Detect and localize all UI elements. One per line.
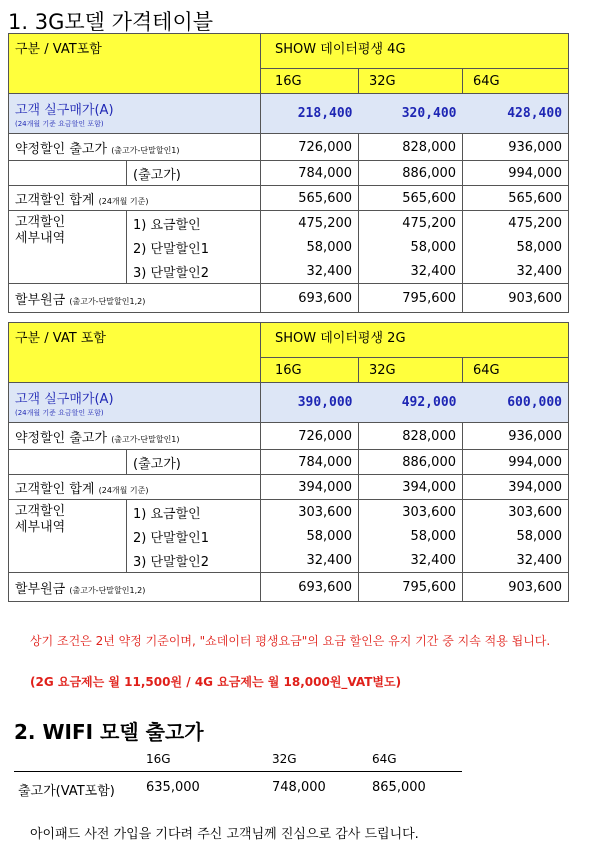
condition-note: 상기 조건은 2년 약정 기준이며, "쇼데이터 평생요금"의 요금 할인은 유지 기간 중 지속 적용 됩니다. [30, 634, 551, 648]
detail-1-16g: 303,600 [261, 500, 359, 525]
detail-3-64g: 32,400 [463, 259, 569, 284]
installment-16g: 693,600 [261, 284, 359, 313]
discount-total-16g: 394,000 [261, 475, 359, 500]
msrp-label: (출고가) [127, 161, 261, 186]
price-table-2g [8, 322, 569, 602]
discount-total-16g: 565,600 [261, 186, 359, 211]
detail-3-label: 3) 단말할인2 [127, 548, 261, 573]
installment-16g: 693,600 [261, 573, 359, 602]
header-label: 구분 / VAT포함 [9, 34, 261, 94]
installment-64g: 903,600 [463, 573, 569, 602]
thanks-message: 아이패드 사전 가입을 기다려 주신 고객님께 진심으로 감사 드립니다. [30, 827, 419, 842]
detail-label: 고객할인 세부내역 [9, 500, 127, 573]
wifi-price-32g: 748,000 [272, 780, 326, 795]
detail-1-32g: 475,200 [359, 211, 463, 236]
customer-price-16g: 218,400 [261, 94, 359, 134]
installment-64g: 903,600 [463, 284, 569, 313]
capacity-16g: 16G [261, 69, 359, 94]
contract-16g: 726,000 [261, 423, 359, 450]
detail-1-64g: 303,600 [463, 500, 569, 525]
discount-total-label: 고객할인 합계 (24개월 기준) [9, 475, 261, 500]
discount-total-label: 고객할인 합계 (24개월 기준) [9, 186, 261, 211]
discount-total-32g: 394,000 [359, 475, 463, 500]
wifi-price-64g: 865,000 [372, 780, 426, 795]
detail-3-64g: 32,400 [463, 548, 569, 573]
capacity-32g: 32G [359, 69, 463, 94]
msrp-spacer [9, 450, 127, 475]
wifi-capacity-16g: 16G [146, 752, 171, 766]
price-table-4g [8, 33, 569, 313]
detail-3-32g: 32,400 [359, 548, 463, 573]
customer-price-32g: 492,000 [359, 383, 463, 423]
customer-price-32g: 320,400 [359, 94, 463, 134]
installment-32g: 795,600 [359, 284, 463, 313]
detail-3-16g: 32,400 [261, 548, 359, 573]
discount-total-64g: 565,600 [463, 186, 569, 211]
msrp-16g: 784,000 [261, 450, 359, 475]
discount-total-64g: 394,000 [463, 475, 569, 500]
detail-1-32g: 303,600 [359, 500, 463, 525]
installment-32g: 795,600 [359, 573, 463, 602]
contract-64g: 936,000 [463, 423, 569, 450]
detail-2-32g: 58,000 [359, 524, 463, 548]
wifi-price-16g: 635,000 [146, 780, 200, 795]
contract-64g: 936,000 [463, 134, 569, 161]
customer-price-16g: 390,000 [261, 383, 359, 423]
detail-1-64g: 475,200 [463, 211, 569, 236]
detail-2-64g: 58,000 [463, 235, 569, 259]
detail-3-16g: 32,400 [261, 259, 359, 284]
capacity-64g: 64G [463, 69, 569, 94]
contract-label: 약정할인 출고가 (출고가-단말할인1) [9, 423, 261, 450]
capacity-16g: 16G [261, 358, 359, 383]
msrp-32g: 886,000 [359, 161, 463, 186]
wifi-capacity-32g: 32G [272, 752, 297, 766]
detail-label: 고객할인 세부내역 [9, 211, 127, 284]
wifi-capacity-64g: 64G [372, 752, 397, 766]
customer-price-64g: 600,000 [463, 383, 569, 423]
section2-title: 2. WIFI 모델 출고가 [14, 720, 204, 744]
customer-price-label: 고객 실구매가(A) (24개월 기준 요금할인 포함) [9, 383, 261, 423]
rate-note: (2G 요금제는 월 11,500원 / 4G 요금제는 월 18,000원_VAT별도) [30, 675, 402, 689]
msrp-16g: 784,000 [261, 161, 359, 186]
msrp-32g: 886,000 [359, 450, 463, 475]
header-label: 구분 / VAT 포함 [9, 323, 261, 383]
detail-3-label: 3) 단말할인2 [127, 259, 261, 284]
msrp-spacer [9, 161, 127, 186]
contract-32g: 828,000 [359, 134, 463, 161]
detail-2-32g: 58,000 [359, 235, 463, 259]
contract-16g: 726,000 [261, 134, 359, 161]
installment-label: 할부원금 (출고가-단말할인1,2) [9, 573, 261, 602]
customer-price-64g: 428,400 [463, 94, 569, 134]
msrp-label: (출고가) [127, 450, 261, 475]
contract-label: 약정할인 출고가 (출고가-단말할인1) [9, 134, 261, 161]
detail-2-label: 2) 단말할인1 [127, 235, 261, 259]
contract-32g: 828,000 [359, 423, 463, 450]
model-name: SHOW 데이터평생 2G [261, 323, 569, 358]
customer-price-label: 고객 실구매가(A) (24개월 기준 요금할인 포함) [9, 94, 261, 134]
section1-title: 1. 3G모델 가격테이블 [8, 10, 214, 34]
capacity-64g: 64G [463, 358, 569, 383]
detail-2-16g: 58,000 [261, 524, 359, 548]
detail-2-label: 2) 단말할인1 [127, 524, 261, 548]
detail-3-32g: 32,400 [359, 259, 463, 284]
discount-total-32g: 565,600 [359, 186, 463, 211]
detail-1-label: 1) 요금할인 [127, 500, 261, 525]
msrp-64g: 994,000 [463, 450, 569, 475]
wifi-divider [14, 771, 462, 772]
wifi-row-label: 출고가(VAT포함) [18, 784, 115, 799]
detail-2-16g: 58,000 [261, 235, 359, 259]
model-name: SHOW 데이터평생 4G [261, 34, 569, 69]
detail-1-label: 1) 요금할인 [127, 211, 261, 236]
detail-1-16g: 475,200 [261, 211, 359, 236]
detail-2-64g: 58,000 [463, 524, 569, 548]
installment-label: 할부원금 (출고가-단말할인1,2) [9, 284, 261, 313]
capacity-32g: 32G [359, 358, 463, 383]
msrp-64g: 994,000 [463, 161, 569, 186]
